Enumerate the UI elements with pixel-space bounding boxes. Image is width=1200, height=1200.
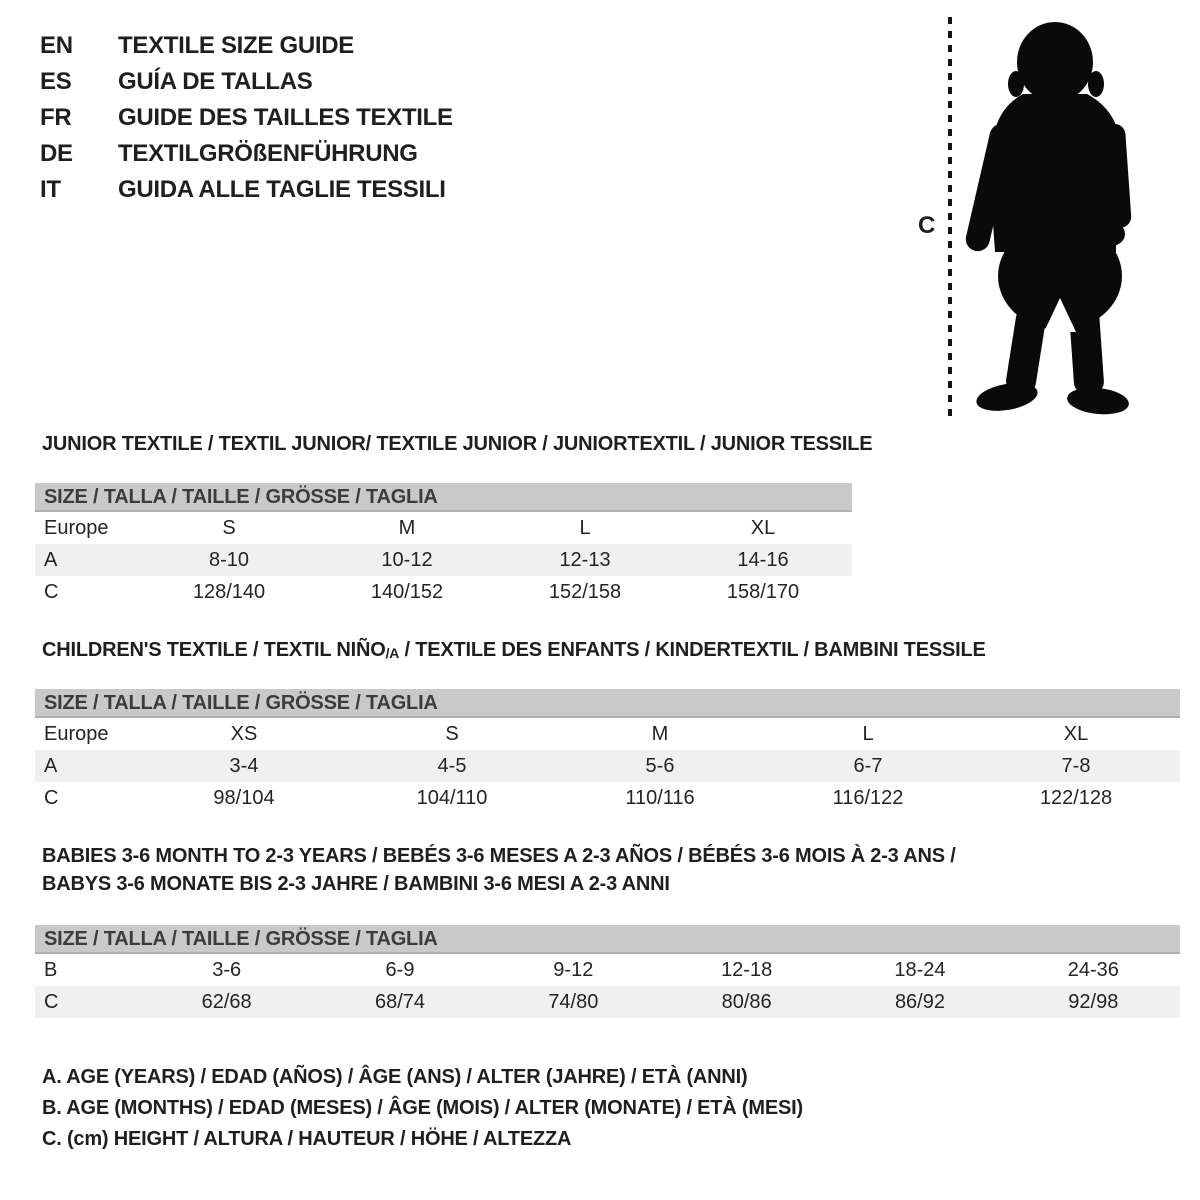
size-cell: L	[862, 723, 874, 745]
size-cell: 122/128	[1039, 787, 1113, 809]
size-cell: 6-7	[853, 755, 883, 777]
section-title-line-1: BABIES 3-6 MONTH TO 2-3 YEARS / BEBÉS 3-6 MESES A 2-3 AÑOS / BÉBÉS 3-6 MOIS À 2-3 ANS /	[42, 845, 956, 867]
row-label: A	[44, 549, 58, 571]
size-cell: 5-6	[645, 755, 675, 777]
size-cell: S	[445, 723, 459, 745]
language-row-de	[40, 136, 453, 172]
size-cell: 12-18	[721, 959, 773, 981]
size-cell: 3-6	[212, 959, 242, 981]
note-age-months: B. AGE (MONTHS) / EDAD (MESES) / ÂGE (MOIS) / ALTER (MONATE) / ETÀ (MESI)	[42, 1097, 803, 1119]
title-text: CHILDREN'S TEXTILE / TEXTIL NIÑO	[42, 639, 386, 661]
row-label: C	[44, 991, 59, 1013]
language-code: EN	[40, 32, 73, 59]
language-code: FR	[40, 104, 72, 131]
language-title: TEXTILE SIZE GUIDE	[118, 32, 354, 59]
size-cell: 110/116	[625, 787, 695, 809]
size-cell: 6-9	[385, 959, 415, 981]
section-title-wrap	[35, 840, 1180, 901]
row-label: C	[44, 787, 59, 809]
toddler-silhouette-image	[965, 14, 1140, 416]
row-label: Europe	[44, 723, 109, 745]
title-text: / TEXTILE DES ENFANTS / KINDERTEXTIL / BAMBINI TESSILE	[399, 639, 986, 661]
height-measure-label: C	[918, 212, 936, 239]
size-cell: 86/92	[894, 991, 945, 1013]
size-cell: 68/74	[374, 991, 426, 1013]
size-cell: 18-24	[894, 959, 946, 981]
children-size-table	[35, 718, 1180, 814]
size-cell: 62/68	[201, 991, 252, 1013]
legend-notes	[42, 1062, 803, 1155]
language-title: GUIDA ALLE TAGLIE TESSILI	[118, 176, 446, 203]
size-cell: L	[579, 517, 591, 539]
size-header-bar: SIZE / TALLA / TAILLE / GRÖSSE / TAGLIA	[35, 483, 852, 512]
table-row	[35, 718, 1180, 750]
row-label: B	[44, 959, 58, 981]
table-row	[35, 782, 1180, 814]
size-cell: XL	[1063, 723, 1089, 745]
size-header-bar: SIZE / TALLA / TAILLE / GRÖSSE / TAGLIA	[35, 925, 1180, 954]
language-code: DE	[40, 140, 73, 167]
size-cell: 14-16	[737, 549, 789, 571]
language-row-es	[40, 64, 453, 100]
note-height-cm: C. (cm) HEIGHT / ALTURA / HAUTEUR / HÖHE / ALTEZZA	[42, 1128, 572, 1150]
junior-size-table	[35, 512, 852, 608]
language-code: ES	[40, 68, 72, 95]
size-cell: 3-4	[229, 755, 259, 777]
size-cell: M	[651, 723, 669, 745]
size-cell: 80/86	[721, 991, 772, 1013]
size-cell: 4-5	[437, 755, 467, 777]
table-row	[35, 954, 1180, 986]
size-cell: S	[222, 517, 236, 539]
height-measure-dashed-line	[948, 17, 952, 417]
section-babies-textile	[35, 845, 1180, 1018]
language-list	[40, 28, 453, 208]
section-children-textile	[35, 638, 1180, 814]
babies-size-table	[35, 954, 1180, 1018]
size-cell: 140/152	[370, 581, 444, 603]
size-cell: 10-12	[381, 549, 433, 571]
table-row	[35, 576, 852, 608]
table-row	[35, 986, 1180, 1018]
section-title-line-2: BABYS 3-6 MONATE BIS 2-3 JAHRE / BAMBINI 3-6 MESI A 2-3 ANNI	[42, 873, 670, 895]
size-cell: 92/98	[1068, 991, 1119, 1013]
size-cell: 8-10	[208, 549, 250, 571]
section-title	[42, 638, 1180, 663]
section-title: JUNIOR TEXTILE / TEXTIL JUNIOR/ TEXTILE JUNIOR / JUNIORTEXTIL / JUNIOR TESSILE	[42, 433, 873, 455]
section-junior-textile	[35, 432, 873, 608]
table-row	[35, 544, 852, 576]
size-cell: XS	[230, 723, 258, 745]
size-cell: 104/110	[416, 787, 488, 809]
language-row-fr	[40, 100, 453, 136]
language-title: TEXTILGRÖßENFÜHRUNG	[118, 140, 418, 167]
title-subscript: /A	[385, 645, 400, 661]
size-cell: 116/122	[832, 787, 904, 809]
size-cell: XL	[750, 517, 776, 539]
size-cell: 152/158	[548, 581, 622, 603]
size-cell: 74/80	[548, 991, 599, 1013]
table-row	[35, 750, 1180, 782]
row-label: C	[44, 581, 59, 603]
size-cell: 158/170	[726, 581, 800, 603]
size-cell: 24-36	[1067, 959, 1119, 981]
row-label: Europe	[44, 517, 109, 539]
size-header-bar: SIZE / TALLA / TAILLE / GRÖSSE / TAGLIA	[35, 689, 1180, 718]
language-title: GUÍA DE TALLAS	[118, 68, 313, 95]
language-code: IT	[40, 176, 61, 203]
size-cell: 12-13	[559, 549, 611, 571]
language-title: GUIDE DES TAILLES TEXTILE	[118, 104, 453, 131]
language-row-it	[40, 172, 453, 208]
size-cell: 9-12	[553, 959, 594, 981]
size-cell: M	[398, 517, 416, 539]
size-cell: 128/140	[192, 581, 266, 603]
table-row	[35, 512, 852, 544]
language-row-en	[40, 28, 453, 64]
size-cell: 98/104	[213, 787, 275, 809]
note-age-years: A. AGE (YEARS) / EDAD (AÑOS) / ÂGE (ANS) / ALTER (JAHRE) / ETÀ (ANNI)	[42, 1066, 748, 1088]
size-cell: 7-8	[1061, 755, 1091, 777]
row-label: A	[44, 755, 58, 777]
